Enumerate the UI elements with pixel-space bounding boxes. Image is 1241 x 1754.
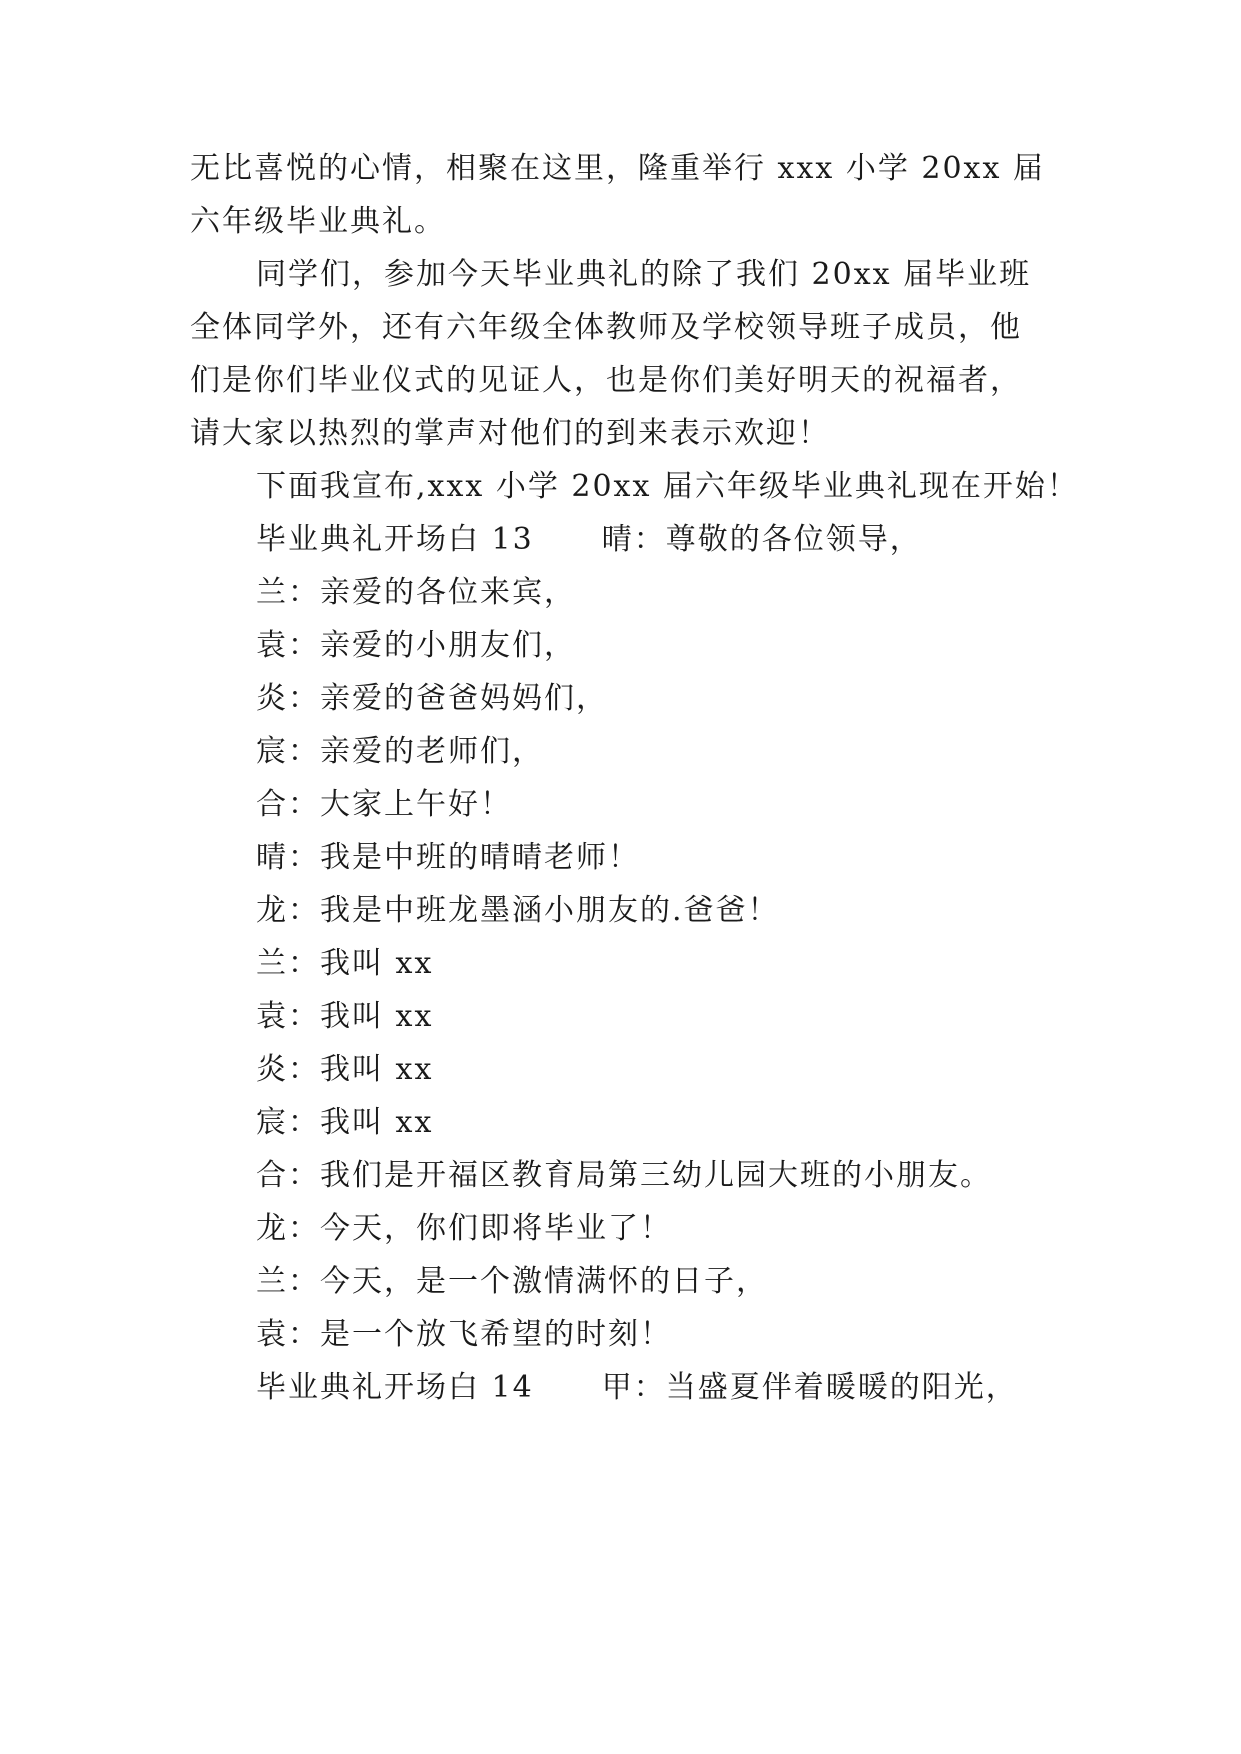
dialogue-line: 袁：我叫 xx	[256, 999, 434, 1034]
dialogue-line: 炎：亲爱的爸爸妈妈们，	[256, 681, 608, 716]
dialogue-line: 龙：今天，你们即将毕业了！	[256, 1211, 672, 1246]
dialogue-line: 宸：我叫 xx	[256, 1105, 434, 1140]
paragraph-line: 无比喜悦的心情，相聚在这里，隆重举行 xxx 小学 20xx 届	[190, 151, 1045, 186]
paragraph-line: 请大家以热烈的掌声对他们的到来表示欢迎！	[190, 416, 830, 451]
dialogue-line: 炎：我叫 xx	[256, 1052, 434, 1087]
section-heading-line	[256, 521, 922, 559]
dialogue-line: 袁：亲爱的小朋友们，	[256, 628, 576, 663]
section-heading-line	[256, 1369, 1018, 1407]
dialogue-line: 甲：当盛夏伴着暖暖的阳光，	[601, 1370, 1018, 1405]
paragraph-line: 全体同学外，还有六年级全体教师及学校领导班子成员，他	[190, 310, 1022, 345]
dialogue-line: 晴：我是中班的晴晴老师！	[256, 840, 640, 875]
dialogue-line: 龙：我是中班龙墨涵小朋友的.爸爸！	[256, 893, 780, 928]
dialogue-line: 兰：亲爱的各位来宾，	[256, 575, 576, 610]
paragraph-line: 六年级毕业典礼。	[190, 204, 446, 239]
dialogue-line: 晴：尊敬的各位领导，	[601, 522, 922, 557]
dialogue-line: 合：我们是开福区教育局第三幼儿园大班的小朋友。	[256, 1158, 992, 1193]
dialogue-line: 宸：亲爱的老师们，	[256, 734, 544, 769]
dialogue-line: 兰：今天，是一个激情满怀的日子，	[256, 1264, 768, 1299]
section-title: 毕业典礼开场白 14	[256, 1370, 534, 1405]
dialogue-line: 兰：我叫 xx	[256, 946, 434, 981]
paragraph-line: 同学们，参加今天毕业典礼的除了我们 20xx 届毕业班	[256, 257, 1032, 292]
dialogue-line: 袁：是一个放飞希望的时刻！	[256, 1317, 672, 1352]
paragraph-line: 下面我宣布,xxx 小学 20xx 届六年级毕业典礼现在开始！	[256, 469, 1079, 504]
paragraph-line: 们是你们毕业仪式的见证人，也是你们美好明天的祝福者，	[190, 363, 1022, 398]
section-title: 毕业典礼开场白 13	[256, 522, 534, 557]
dialogue-line: 合：大家上午好！	[256, 787, 512, 822]
